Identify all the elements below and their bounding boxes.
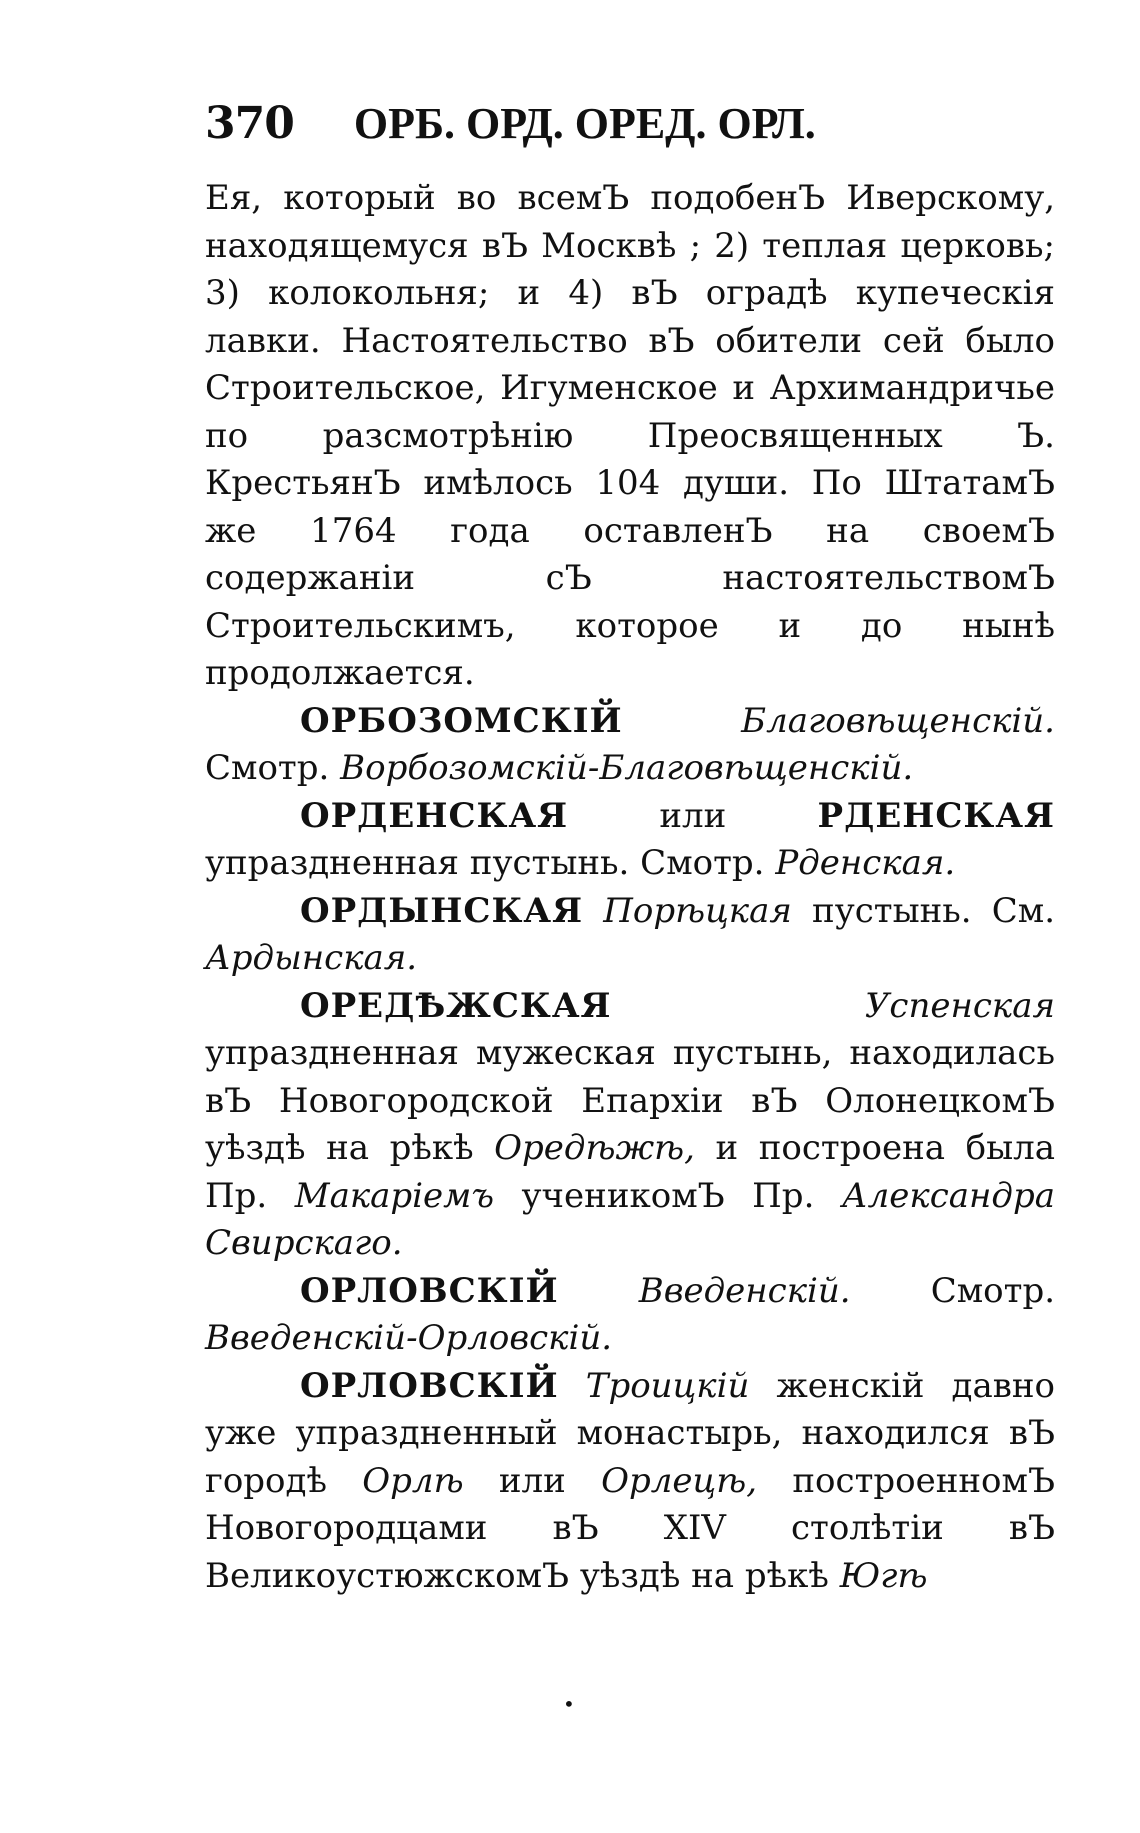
entry-river: Югѣ: [839, 1555, 928, 1596]
entry-text: упраздненная пустынь. Смотр.: [205, 843, 765, 883]
entry-epithet: Успенская: [864, 985, 1055, 1026]
entry-reference: Рденская.: [775, 843, 956, 883]
running-head: ОРБ. ОРД. ОРЕД. ОРЛ.: [353, 98, 816, 148]
entry-ordenskaya: [205, 793, 1055, 888]
entry-heading: ОРЛОВСКІЙ: [300, 1270, 559, 1311]
entry-text-3: построенномЪ Новогородцами вЪ XIV столѣтіи вЪ ВеликоустюжскомЪ уѣздѣ на рѣкѣ: [205, 1460, 1055, 1596]
entry-ordynskaya: [205, 888, 1055, 983]
entry-heading: ОРБОЗОМСКІЙ: [300, 700, 623, 741]
entry-heading-alt: РДЕНСКАЯ: [817, 795, 1056, 836]
entry-text: Смотр.: [205, 748, 330, 788]
entry-heading: ОРДЕНСКАЯ: [300, 795, 569, 836]
entry-oredezhskaya: [205, 983, 1055, 1268]
entry-teacher: Александра Свирскаго.: [205, 1175, 1056, 1263]
entry-heading: ОРЕДѢЖСКАЯ: [300, 985, 612, 1026]
entry-heading: ОРЛОВСКІЙ: [300, 1365, 559, 1406]
entry-text-3: ученикомЪ Пр.: [521, 1175, 815, 1216]
entry-orlovsky-troitsky: [205, 1363, 1055, 1601]
entry-text: пустынь. См.: [812, 890, 1056, 931]
continuation-paragraph: Ея, который во всемЪ подобенЪ Иверскому, находящемуся вЪ Москвѣ ; 2) теплая церковь; 3) колокольня; и 4) вЪ оградѣ купеческія лавки. Настоятельство вЪ обители сей было Строительское, Игуменское и Архимандричье по разсмотрѣнію Преосвященных Ъ. КрестьянЪ имѣлось 104 души. По ШтатамЪ же 1764 года оставленЪ на своемЪ содержаніи сЪ настоятельствомЪ Строительскимъ, которое и до нынѣ продолжается.: [205, 178, 1055, 693]
entry-place-1: Орлѣ: [362, 1460, 464, 1501]
entry-orlovsky-vvedensky: [205, 1268, 1055, 1363]
entry-reference: Ворбозомскій-Благовѣщенскій.: [340, 748, 914, 788]
entry-text: Смотр.: [930, 1270, 1056, 1311]
entry-epithet: Порѣцкая: [603, 890, 792, 931]
entry-connector: или: [659, 795, 727, 836]
entry-place-2: Орлецѣ,: [601, 1460, 758, 1501]
entry-epithet: Введенскій.: [638, 1270, 851, 1311]
entry-heading: ОРДЫНСКАЯ: [300, 890, 584, 931]
entry-reference: Ардынская.: [205, 938, 418, 978]
entry-text: женскій давно уже упраздненный монастырь, находился вЪ городѣ: [205, 1365, 1056, 1501]
entry-text-2: и построена была Пр.: [205, 1128, 1055, 1216]
entry-epithet: Благовѣщенскій.: [741, 700, 1055, 741]
page-number: 370: [205, 97, 294, 149]
entry-orbozomsky: [205, 698, 1055, 793]
entry-text: упраздненная мужеская пустынь, находилась вЪ Новогородской Епархіи вЪ ОлонецкомЪ уѣздѣ на рѣкѣ: [205, 1033, 1055, 1168]
entry-founder: Макаріемъ: [294, 1175, 495, 1216]
entry-text-2: или: [498, 1460, 566, 1501]
page-header: [205, 88, 975, 158]
entry-place: Оредѣжѣ,: [494, 1128, 695, 1168]
page-body: [205, 175, 1055, 1600]
entry-epithet: Троицкій: [585, 1365, 750, 1406]
entry-reference: Введенскій-Орловскій.: [205, 1318, 613, 1358]
ink-speck: •: [563, 1692, 575, 1716]
